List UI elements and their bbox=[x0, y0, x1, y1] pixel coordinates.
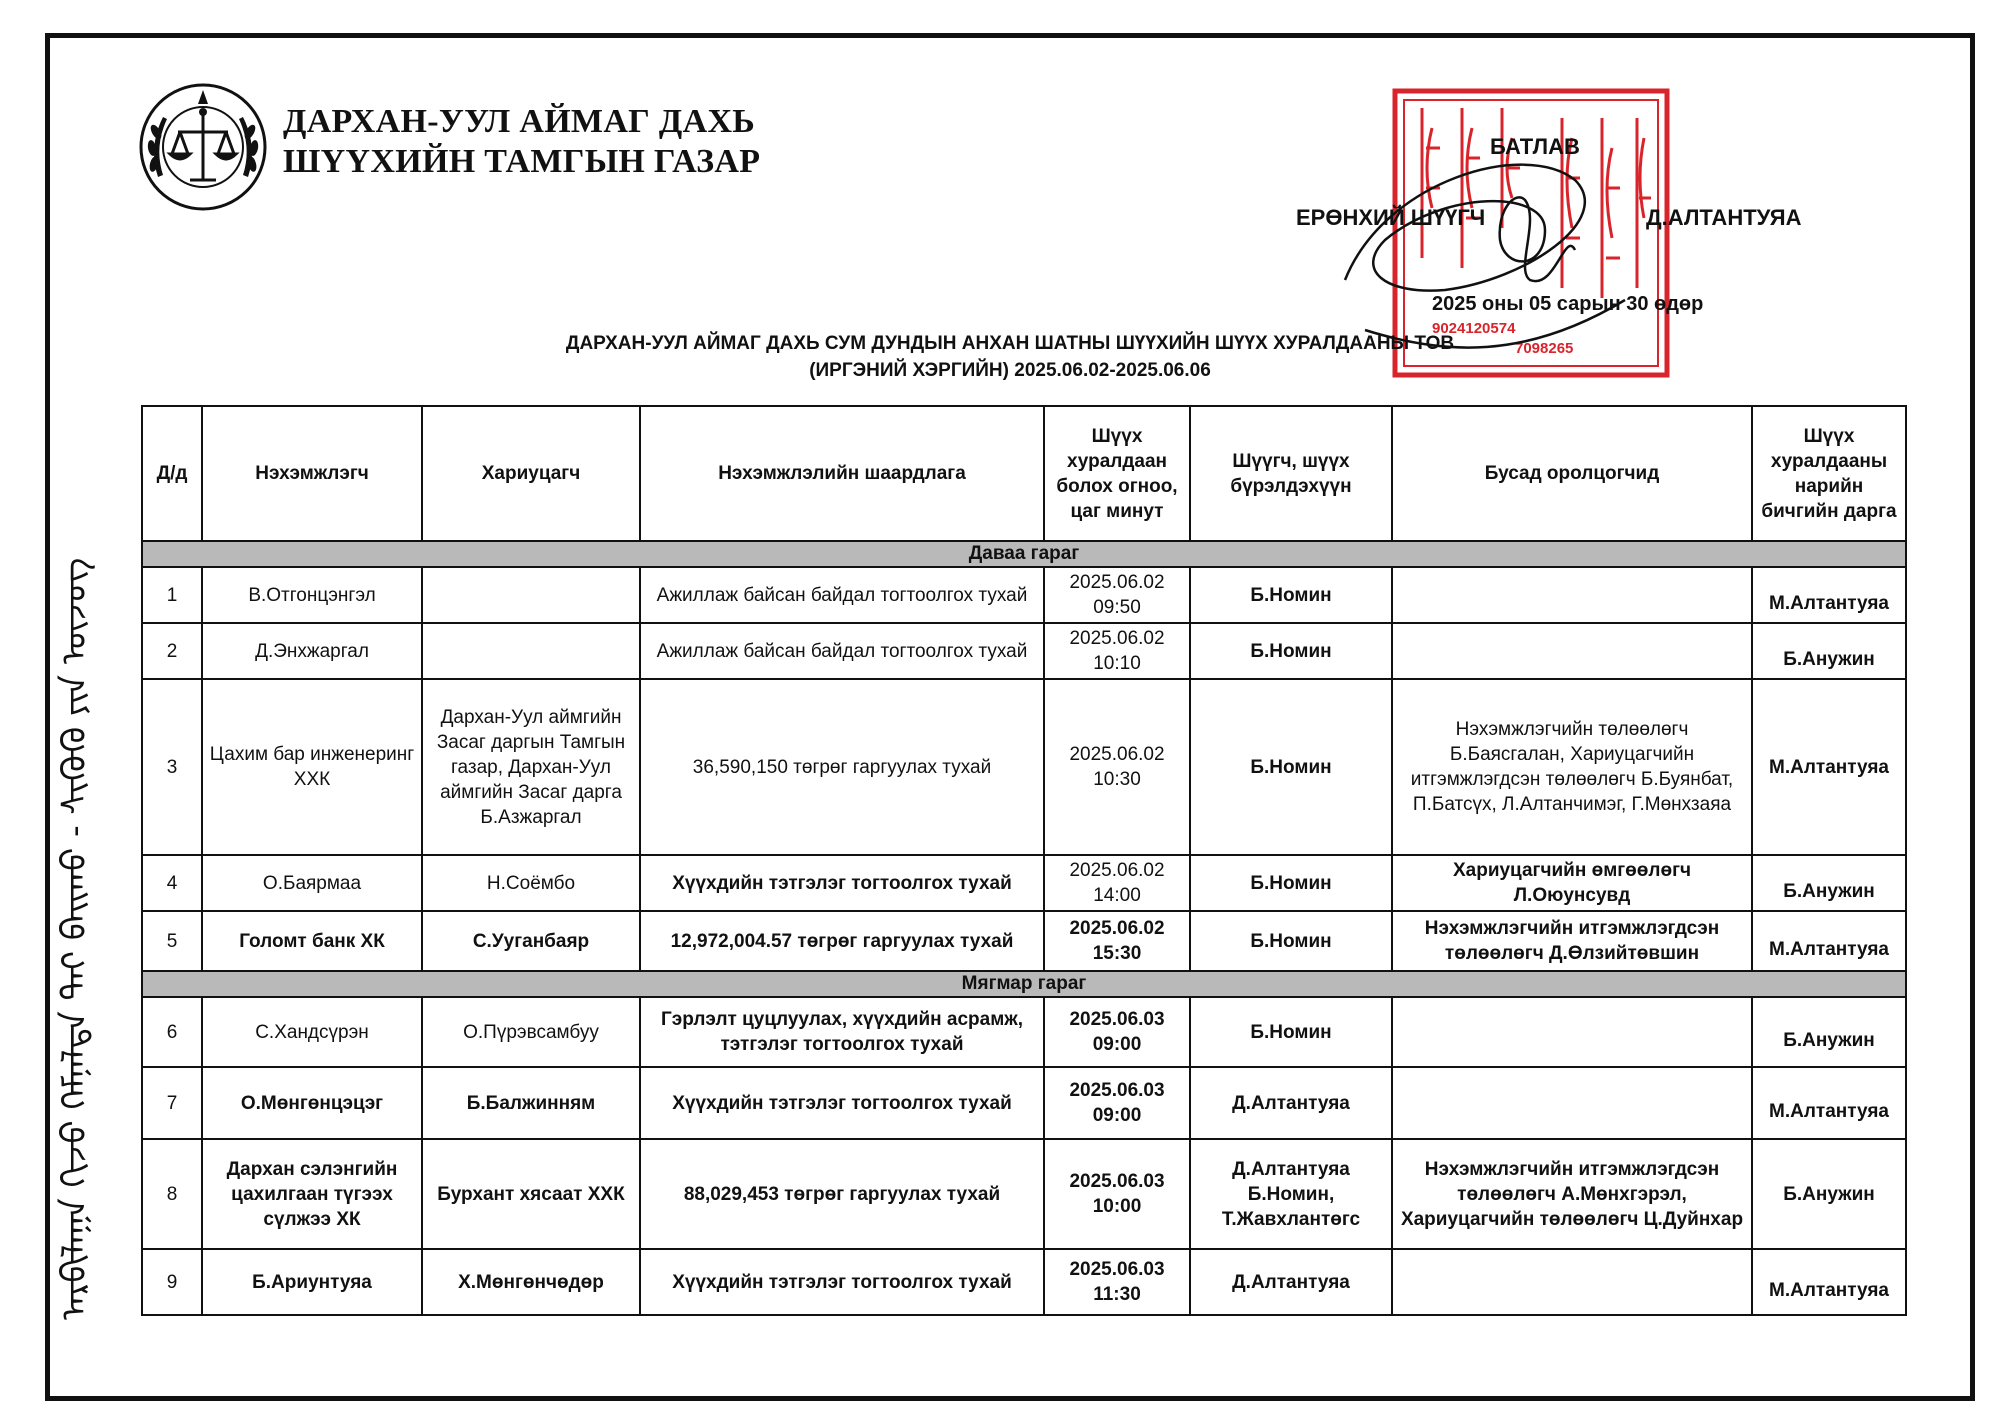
cell-time: 10:10 bbox=[1093, 653, 1141, 674]
cell-plaintiff: В.Отгонцэнгэл bbox=[202, 567, 422, 623]
cell-datetime bbox=[1044, 855, 1190, 911]
document-title bbox=[430, 330, 1590, 384]
cell-no: 4 bbox=[142, 855, 202, 911]
cell-datetime bbox=[1044, 1067, 1190, 1139]
approval-label: БАТЛАВ bbox=[1490, 134, 1580, 159]
title-line-2: (ИРГЭНИЙ ХЭРГИЙН) 2025.06.02-2025.06.06 bbox=[809, 360, 1211, 381]
cell-datetime bbox=[1044, 567, 1190, 623]
cell-clerk: Б.Анужин bbox=[1752, 623, 1906, 679]
cell-plaintiff: О.Баярмаа bbox=[202, 855, 422, 911]
cell-claim: 88,029,453 төгрөг гаргуулах тухай bbox=[640, 1139, 1044, 1249]
cell-time: 09:50 bbox=[1093, 597, 1141, 618]
table-header-row bbox=[142, 406, 1906, 541]
cell-clerk: М.Алтантуяа bbox=[1752, 1249, 1906, 1315]
cell-defendant: С.Ууганбаяр bbox=[422, 911, 640, 971]
cell-no: 3 bbox=[142, 679, 202, 855]
cell-clerk: Б.Анужин bbox=[1752, 997, 1906, 1067]
cell-date: 2025.06.03 bbox=[1069, 1259, 1165, 1280]
cell-claim: Ажиллаж байсан байдал тогтоолгох тухай bbox=[640, 623, 1044, 679]
cell-time: 15:30 bbox=[1092, 943, 1142, 964]
court-emblem-icon bbox=[138, 82, 268, 212]
cell-date: 2025.06.02 bbox=[1069, 744, 1165, 765]
cell-no: 1 bbox=[142, 567, 202, 623]
cell-judge: Д.Алтантуяа bbox=[1190, 1249, 1392, 1315]
table-row bbox=[142, 855, 1906, 911]
cell-plaintiff: Голомт банк ХК bbox=[202, 911, 422, 971]
stamp-number-1: 9024120574 bbox=[1432, 320, 1516, 337]
cell-defendant: О.Пүрэвсамбуу bbox=[422, 997, 640, 1067]
cell-claim: 36,590,150 төгрөг гаргуулах тухай bbox=[640, 679, 1044, 855]
cell-judge: Б.Номин bbox=[1190, 567, 1392, 623]
cell-date: 2025.06.02 bbox=[1069, 918, 1165, 939]
cell-date: 2025.06.03 bbox=[1069, 1080, 1165, 1101]
cell-claim: 12,972,004.57 төгрөг гаргуулах тухай bbox=[640, 911, 1044, 971]
table-row bbox=[142, 911, 1906, 971]
approver-position: ЕРӨНХИЙ ШҮҮГЧ bbox=[1296, 205, 1486, 230]
cell-time: 09:00 bbox=[1092, 1034, 1142, 1055]
cell-clerk: М.Алтантуяа bbox=[1752, 1067, 1906, 1139]
cell-plaintiff: Дархан сэлэнгийн цахилгаан түгээх сүлжээ ХК bbox=[202, 1139, 422, 1249]
cell-plaintiff: С.Хандсүрэн bbox=[202, 997, 422, 1067]
organization-name bbox=[283, 102, 760, 182]
day-header-row bbox=[142, 971, 1906, 997]
cell-time: 10:00 bbox=[1092, 1196, 1142, 1217]
cell-others bbox=[1392, 997, 1752, 1067]
cell-clerk: Б.Анужин bbox=[1752, 855, 1906, 911]
cell-judge: Б.Номин bbox=[1190, 679, 1392, 855]
cell-defendant: Х.Мөнгөнчөдөр bbox=[422, 1249, 640, 1315]
cell-no: 9 bbox=[142, 1249, 202, 1315]
cell-no: 6 bbox=[142, 997, 202, 1067]
table-row bbox=[142, 1139, 1906, 1249]
cell-defendant: Б.Балжинням bbox=[422, 1067, 640, 1139]
cell-time: 14:00 bbox=[1093, 885, 1141, 906]
cell-datetime bbox=[1044, 1249, 1190, 1315]
cell-date: 2025.06.03 bbox=[1069, 1171, 1165, 1192]
cell-no: 8 bbox=[142, 1139, 202, 1249]
cell-defendant bbox=[422, 567, 640, 623]
hearing-schedule-table bbox=[141, 405, 1907, 1316]
cell-others: Нэхэмжлэгчийн төлөөлөгч Б.Баясгалан, Хариуцагчийн итгэмжлэгдсэн төлөөлөгч Б.Буянбат, П.Батсүх, Л.Алтанчимэг, Г.Мөнхзаяа bbox=[1392, 679, 1752, 855]
cell-defendant: Дархан-Уул аймгийн Засаг даргын Тамгын газар, Дархан-Уул аймгийн Засаг дарга Б.Азжаргал bbox=[422, 679, 640, 855]
cell-plaintiff: Цахим бар инженеринг ХХК bbox=[202, 679, 422, 855]
cell-datetime bbox=[1044, 997, 1190, 1067]
cell-clerk: М.Алтантуяа bbox=[1752, 911, 1906, 971]
table-row bbox=[142, 1067, 1906, 1139]
cell-date: 2025.06.02 bbox=[1069, 860, 1165, 881]
cell-date: 2025.06.02 bbox=[1069, 628, 1165, 649]
cell-clerk: М.Алтантуяа bbox=[1752, 567, 1906, 623]
table-row bbox=[142, 997, 1906, 1067]
table-row bbox=[142, 679, 1906, 855]
approval-date: 2025 оны 05 сарын 30 өдөр bbox=[1432, 293, 1704, 315]
col-header-others: Бусад оролцогчид bbox=[1392, 406, 1752, 541]
cell-claim: Хүүхдийн тэтгэлэг тогтоолгох тухай bbox=[640, 1067, 1044, 1139]
cell-date: 2025.06.02 bbox=[1069, 572, 1165, 593]
cell-judge: Б.Номин bbox=[1190, 911, 1392, 971]
day-header-row bbox=[142, 541, 1906, 567]
cell-plaintiff: Д.Энхжаргал bbox=[202, 623, 422, 679]
cell-defendant: Н.Соёмбо bbox=[422, 855, 640, 911]
cell-others bbox=[1392, 1067, 1752, 1139]
mongolian-script-sidebar bbox=[20, 210, 95, 1320]
day-label: Даваа гараг bbox=[142, 541, 1906, 567]
cell-plaintiff: Б.Ариунтуяа bbox=[202, 1249, 422, 1315]
cell-judge: Д.Алтантуяа bbox=[1190, 1067, 1392, 1139]
cell-others: Нэхэмжлэгчийн итгэмжлэгдсэн төлөөлөгч А.Мөнхгэрэл, Хариуцагчийн төлөөлөгч Ц.Дуйнхар bbox=[1392, 1139, 1752, 1249]
table-row bbox=[142, 1249, 1906, 1315]
cell-others: Хариуцагчийн өмгөөлөгч Л.Оюунсувд bbox=[1392, 855, 1752, 911]
cell-no: 5 bbox=[142, 911, 202, 971]
org-name-line-2: ШҮҮХИЙН ТАМГЫН ГАЗАР bbox=[283, 143, 761, 180]
cell-others: Нэхэмжлэгчийн итгэмжлэгдсэн төлөөлөгч Д.Өлзийтөвшин bbox=[1392, 911, 1752, 971]
cell-claim: Гэрлэлт цуцлуулах, хүүхдийн асрамж, тэтгэлэг тогтоолгох тухай bbox=[640, 997, 1044, 1067]
table-row bbox=[142, 623, 1906, 679]
cell-claim: Хүүхдийн тэтгэлэг тогтоолгох тухай bbox=[640, 855, 1044, 911]
cell-datetime bbox=[1044, 623, 1190, 679]
col-header-claim: Нэхэмжлэлийн шаардлага bbox=[640, 406, 1044, 541]
table-row bbox=[142, 567, 1906, 623]
stamp-number-2: 7098265 bbox=[1515, 340, 1574, 357]
cell-claim: Ажиллаж байсан байдал тогтоолгох тухай bbox=[640, 567, 1044, 623]
title-line-1: ДАРХАН-УУЛ АЙМАГ ДАХЬ СУМ ДУНДЫН АНХАН ШАТНЫ ШҮҮХИЙН ШҮҮХ ХУРАЛДААНЫ ТОВ bbox=[565, 333, 1455, 354]
cell-judge: Д.Алтантуяа Б.Номин, Т.Жавхлантөгс bbox=[1190, 1139, 1392, 1249]
cell-time: 09:00 bbox=[1092, 1105, 1142, 1126]
col-header-clerk: Шүүх хуралдааны нарийн бичгийн дарга bbox=[1752, 406, 1906, 541]
cell-date: 2025.06.03 bbox=[1069, 1009, 1165, 1030]
side-script-text: ᠠᠷᠪᠢᠯᠠᠭᠠ ᠬᠢᠵᠦ ᠬᠡᠮᠨᠡᠯᠲᠡ ᠲᠠᠢ ᠪᠠᠢᠬᠤ - ᠰᠢᠭᠦᠬᠦ ᠶᠢᠨ ᠦᠵᠦᠭ bbox=[55, 557, 95, 1320]
cell-defendant bbox=[422, 623, 640, 679]
col-header-defendant: Хариуцагч bbox=[422, 406, 640, 541]
cell-time: 10:30 bbox=[1093, 769, 1141, 790]
cell-clerk: Б.Анужин bbox=[1752, 1139, 1906, 1249]
col-header-datetime: Шүүх хуралдаан болох огноо, цаг минут bbox=[1044, 406, 1190, 541]
cell-claim: Хүүхдийн тэтгэлэг тогтоолгох тухай bbox=[640, 1249, 1044, 1315]
cell-others bbox=[1392, 567, 1752, 623]
cell-datetime bbox=[1044, 1139, 1190, 1249]
cell-judge: Б.Номин bbox=[1190, 855, 1392, 911]
cell-time: 11:30 bbox=[1093, 1284, 1141, 1305]
cell-defendant: Бурхант хясаат ХХК bbox=[422, 1139, 640, 1249]
col-header-judge: Шүүгч, шүүх бүрэлдэхүүн bbox=[1190, 406, 1392, 541]
col-header-no: Д/д bbox=[142, 406, 202, 541]
org-name-line-1: ДАРХАН-УУЛ АЙМАГ ДАХЬ bbox=[283, 103, 756, 140]
cell-others bbox=[1392, 623, 1752, 679]
cell-datetime bbox=[1044, 911, 1190, 971]
cell-others bbox=[1392, 1249, 1752, 1315]
cell-no: 7 bbox=[142, 1067, 202, 1139]
day-label: Мягмар гараг bbox=[142, 971, 1906, 997]
cell-judge: Б.Номин bbox=[1190, 623, 1392, 679]
approver-name: Д.АЛТАНТУЯА bbox=[1646, 205, 1802, 230]
col-header-plaintiff: Нэхэмжлэгч bbox=[202, 406, 422, 541]
cell-judge: Б.Номин bbox=[1190, 997, 1392, 1067]
cell-no: 2 bbox=[142, 623, 202, 679]
cell-datetime bbox=[1044, 679, 1190, 855]
cell-clerk: М.Алтантуяа bbox=[1752, 679, 1906, 855]
cell-plaintiff: О.Мөнгөнцэцэг bbox=[202, 1067, 422, 1139]
